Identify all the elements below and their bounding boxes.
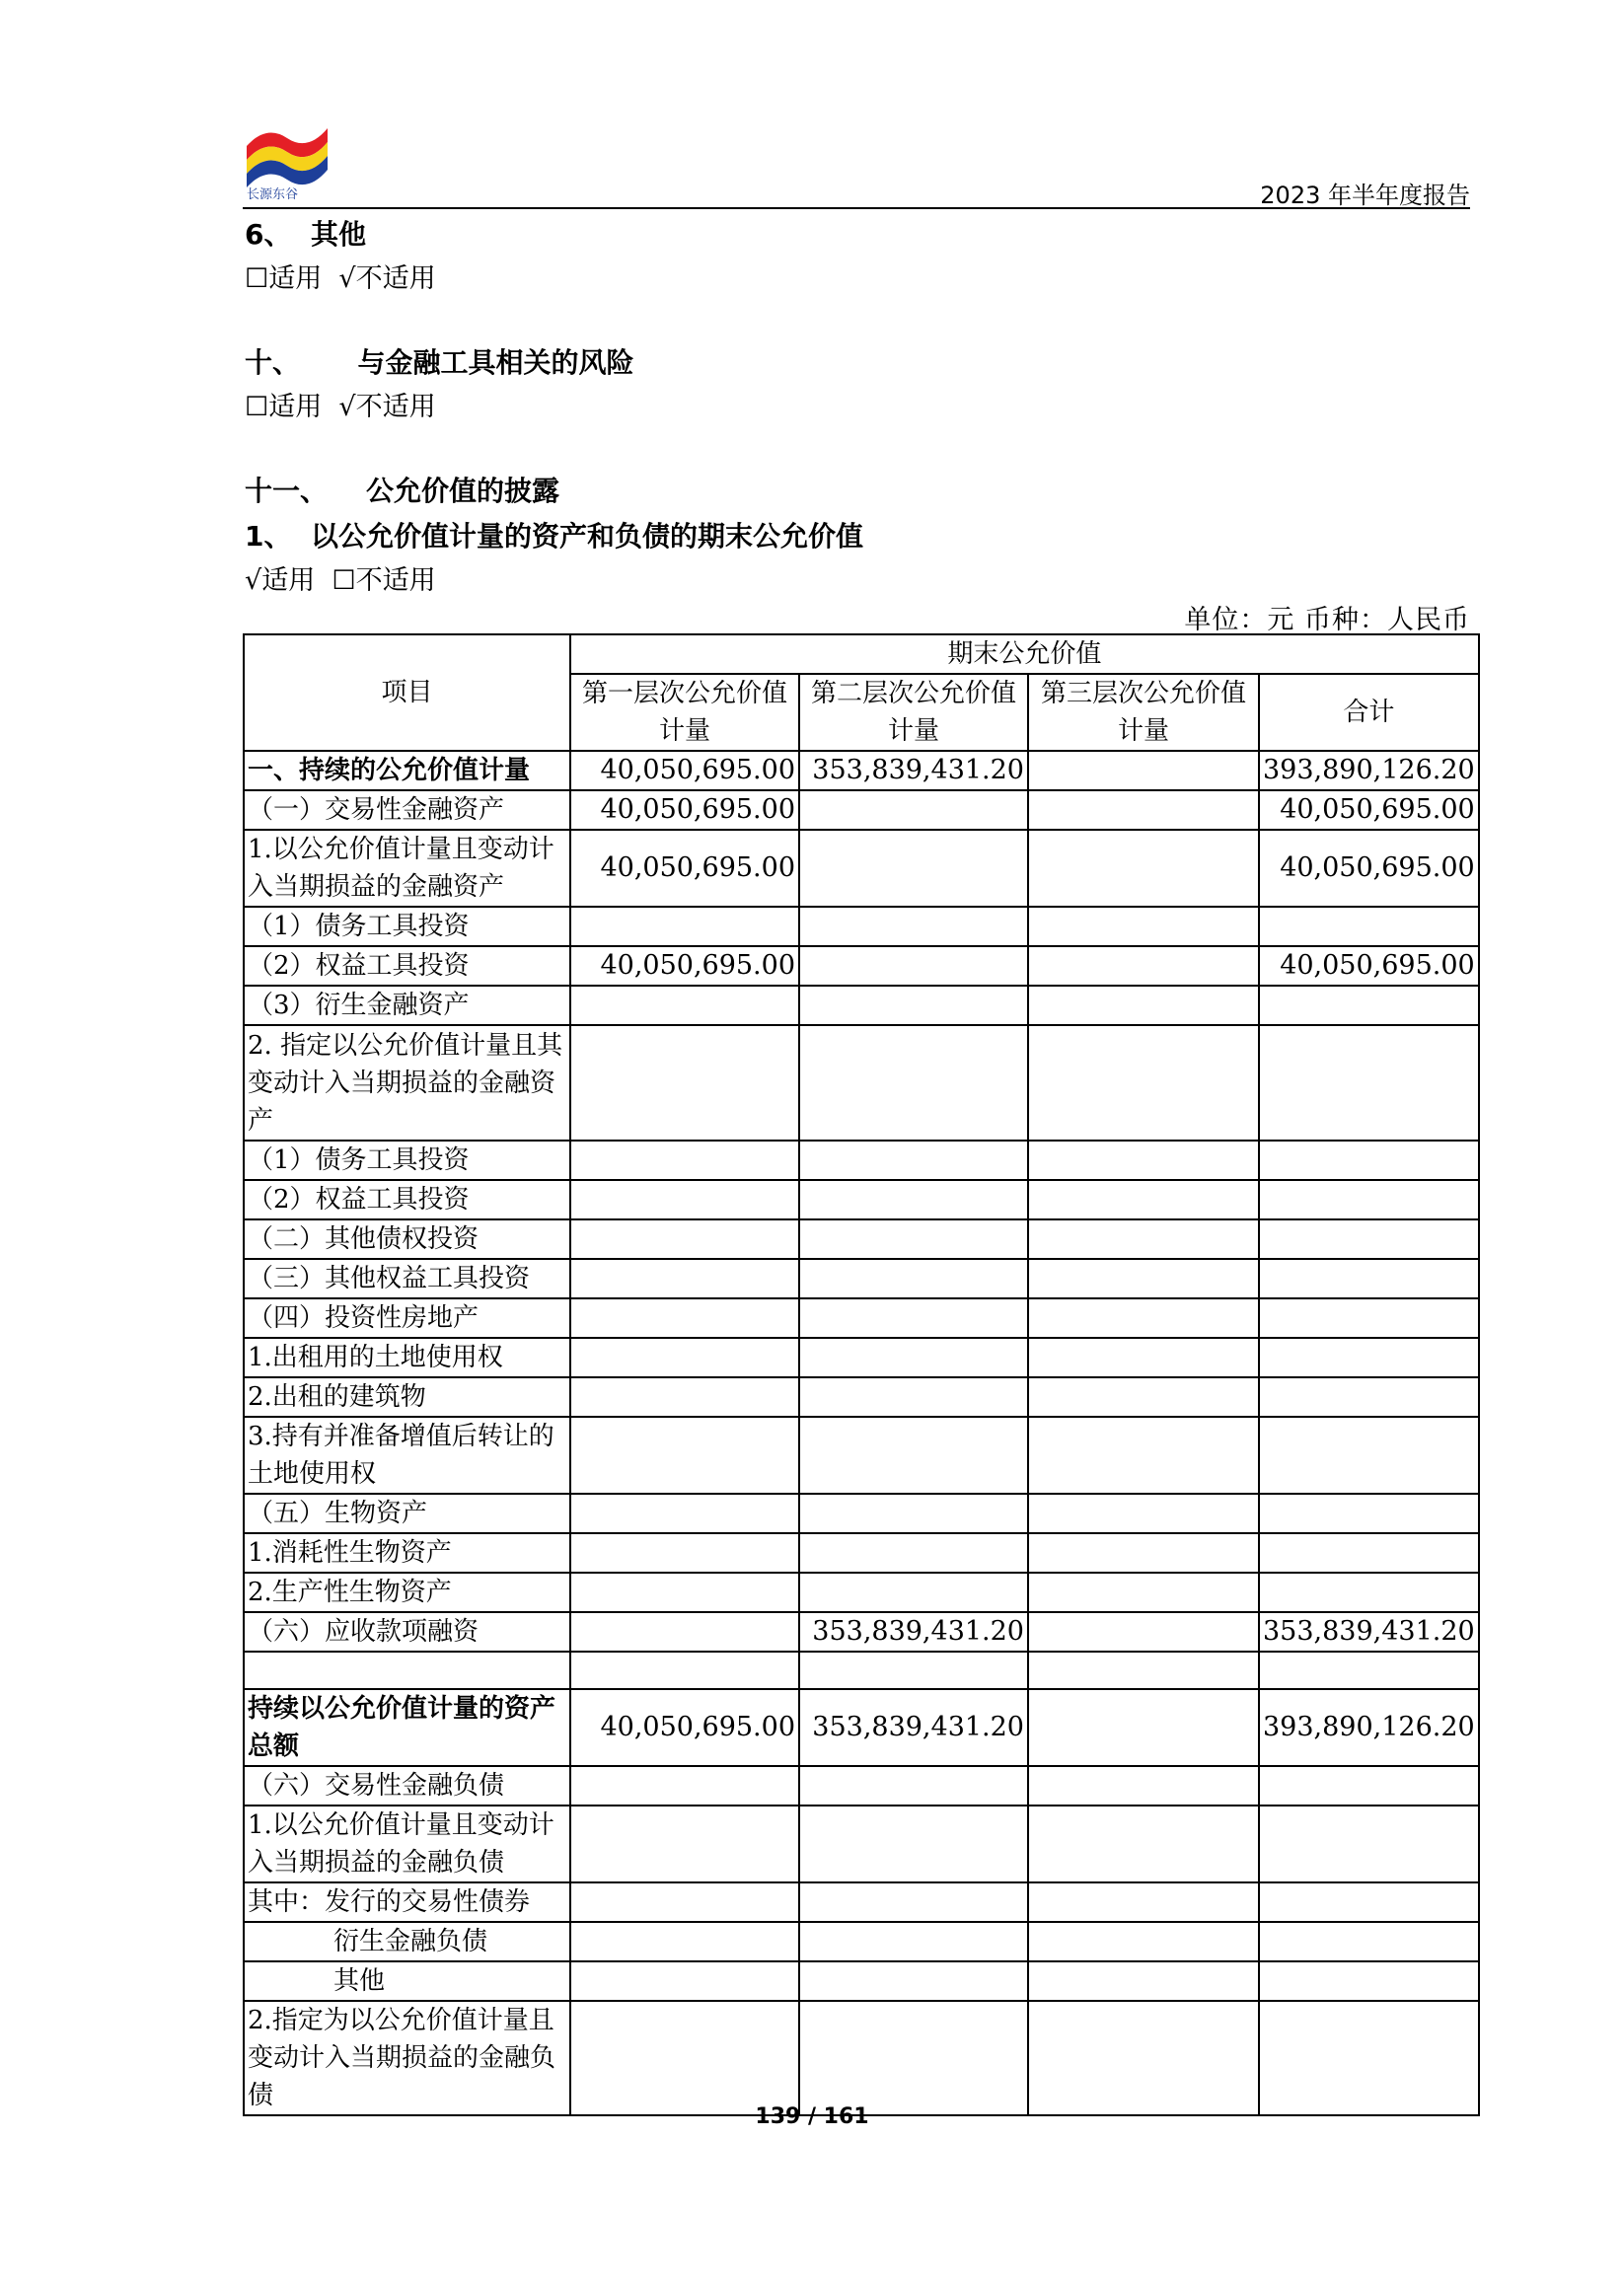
level-3-value — [1028, 1494, 1259, 1533]
row-label: 持续以公允价值计量的资产总额 — [244, 1689, 570, 1766]
level-1-value — [570, 1417, 799, 1494]
row-label: 2.生产性生物资产 — [244, 1573, 570, 1612]
level-1-value — [570, 1338, 799, 1377]
table-header-row — [244, 634, 1479, 674]
total-value — [1259, 1961, 1479, 2001]
row-label: （六）应收款项融资 — [244, 1612, 570, 1652]
table-row — [244, 907, 1479, 946]
level-2-value — [799, 1766, 1028, 1806]
section-6-options: ☐适用 √不适用 — [245, 263, 436, 294]
total-value — [1259, 1180, 1479, 1219]
level-3-value — [1028, 1259, 1259, 1298]
table-row — [244, 1961, 1479, 2001]
row-label: （1）债务工具投资 — [244, 1141, 570, 1180]
row-label: 1.以公允价值计量且变动计入当期损益的金融负债 — [244, 1806, 570, 1882]
table-row — [244, 1766, 1479, 1806]
table-row — [244, 830, 1479, 907]
level-2-value — [799, 907, 1028, 946]
svg-text:长源东谷: 长源东谷 — [247, 187, 299, 199]
level-1-value — [570, 1961, 799, 2001]
level-2-value — [799, 946, 1028, 986]
row-label: 一、持续的公允价值计量 — [244, 751, 570, 790]
table-row — [244, 1652, 1479, 1689]
level-1-value — [570, 1652, 799, 1689]
table-row — [244, 1922, 1479, 1961]
total-value: 393,890,126.20 — [1259, 1689, 1479, 1766]
level-3-value — [1028, 946, 1259, 986]
level-3-value — [1028, 830, 1259, 907]
level-3-value — [1028, 2001, 1259, 2115]
total-value — [1259, 1338, 1479, 1377]
row-label: （四）投资性房地产 — [244, 1298, 570, 1338]
level-3-value — [1028, 1652, 1259, 1689]
row-label: （一）交易性金融资产 — [244, 790, 570, 830]
section-6-title: 6、 其他 — [245, 218, 366, 251]
row-label: 3.持有并准备增值后转让的土地使用权 — [244, 1417, 570, 1494]
section-10-options: ☐适用 √不适用 — [245, 392, 436, 422]
table-row — [244, 1180, 1479, 1219]
level-2-value — [799, 1259, 1028, 1298]
total-value — [1259, 1766, 1479, 1806]
fair-value-table — [243, 633, 1480, 2116]
row-label: 2.指定为以公允价值计量且变动计入当期损益的金融负债 — [244, 2001, 570, 2115]
table-row — [244, 1141, 1479, 1180]
level-3-value — [1028, 1338, 1259, 1377]
level-3-value — [1028, 1298, 1259, 1338]
row-label: 1.以公允价值计量且变动计入当期损益的金融资产 — [244, 830, 570, 907]
table-row — [244, 946, 1479, 986]
level-1-value — [570, 1298, 799, 1338]
row-label: 2. 指定以公允价值计量且其变动计入当期损益的金融资产 — [244, 1025, 570, 1141]
header-level-2: 第二层次公允价值计量 — [799, 674, 1028, 751]
row-label — [244, 1652, 570, 1689]
level-2-value — [799, 1652, 1028, 1689]
total-value — [1259, 1494, 1479, 1533]
level-2-value — [799, 1338, 1028, 1377]
table-row — [244, 1259, 1479, 1298]
table-row — [244, 1806, 1479, 1882]
unit-currency-note: 单位：元 币种：人民币 — [1184, 605, 1470, 635]
level-1-value — [570, 1882, 799, 1922]
row-label: （五）生物资产 — [244, 1494, 570, 1533]
level-2-value — [799, 1298, 1028, 1338]
level-2-value — [799, 1961, 1028, 2001]
total-value: 40,050,695.00 — [1259, 946, 1479, 986]
level-2-value — [799, 1417, 1028, 1494]
section-11-options: √适用 ☐不适用 — [245, 565, 436, 596]
level-1-value — [570, 986, 799, 1025]
total-value — [1259, 1025, 1479, 1141]
level-3-value — [1028, 907, 1259, 946]
section-11-title: 十一、 公允价值的披露 — [245, 475, 559, 507]
total-value — [1259, 1259, 1479, 1298]
total-value — [1259, 1417, 1479, 1494]
level-3-value — [1028, 1689, 1259, 1766]
row-label: （1）债务工具投资 — [244, 907, 570, 946]
header-level-3: 第三层次公允价值计量 — [1028, 674, 1259, 751]
level-1-value — [570, 907, 799, 946]
level-1-value — [570, 1533, 799, 1573]
report-title: 2023 年半年度报告 — [1260, 182, 1470, 209]
total-value — [1259, 1533, 1479, 1573]
level-1-value: 40,050,695.00 — [570, 1689, 799, 1766]
table-row — [244, 1377, 1479, 1417]
level-2-value — [799, 1494, 1028, 1533]
table-row — [244, 1573, 1479, 1612]
level-3-value — [1028, 1219, 1259, 1259]
table-row — [244, 1882, 1479, 1922]
table-row — [244, 1219, 1479, 1259]
level-2-value — [799, 1377, 1028, 1417]
total-value — [1259, 1377, 1479, 1417]
total-value — [1259, 1806, 1479, 1882]
header-item: 项目 — [244, 634, 570, 751]
level-2-value — [799, 1573, 1028, 1612]
row-label: 1.出租用的土地使用权 — [244, 1338, 570, 1377]
level-1-value — [570, 1180, 799, 1219]
total-value — [1259, 1882, 1479, 1922]
level-3-value — [1028, 1377, 1259, 1417]
total-value — [1259, 907, 1479, 946]
table-row — [244, 1533, 1479, 1573]
row-label: 2.出租的建筑物 — [244, 1377, 570, 1417]
row-label: （三）其他权益工具投资 — [244, 1259, 570, 1298]
header-level-1: 第一层次公允价值计量 — [570, 674, 799, 751]
level-1-value — [570, 1494, 799, 1533]
row-label: （2）权益工具投资 — [244, 1180, 570, 1219]
level-1-value — [570, 1806, 799, 1882]
level-3-value — [1028, 1417, 1259, 1494]
level-1-value — [570, 1377, 799, 1417]
level-3-value — [1028, 1961, 1259, 2001]
header-period-end-fair-value: 期末公允价值 — [570, 634, 1479, 674]
level-1-value — [570, 1922, 799, 1961]
total-value — [1259, 2001, 1479, 2115]
level-1-value: 40,050,695.00 — [570, 830, 799, 907]
table-row — [244, 1417, 1479, 1494]
level-3-value — [1028, 1141, 1259, 1180]
total-value — [1259, 1219, 1479, 1259]
level-2-value — [799, 1806, 1028, 1882]
total-value — [1259, 1141, 1479, 1180]
level-2-value — [799, 986, 1028, 1025]
level-1-value — [570, 1141, 799, 1180]
level-2-value — [799, 1025, 1028, 1141]
level-2-value: 353,839,431.20 — [799, 751, 1028, 790]
total-value: 40,050,695.00 — [1259, 790, 1479, 830]
level-1-value — [570, 1025, 799, 1141]
level-3-value — [1028, 1882, 1259, 1922]
level-2-value — [799, 1141, 1028, 1180]
section-11-subtitle: 1、 以公允价值计量的资产和负债的期末公允价值 — [245, 520, 863, 553]
table-row — [244, 986, 1479, 1025]
table-row — [244, 1025, 1479, 1141]
row-label: （2）权益工具投资 — [244, 946, 570, 986]
level-1-value — [570, 1219, 799, 1259]
level-3-value — [1028, 1573, 1259, 1612]
level-2-value — [799, 1180, 1028, 1219]
company-logo — [245, 116, 330, 199]
header-total: 合计 — [1259, 674, 1479, 751]
level-2-value — [799, 790, 1028, 830]
table-row — [244, 751, 1479, 790]
row-label: 其中：发行的交易性债券 — [244, 1882, 570, 1922]
level-3-value — [1028, 1766, 1259, 1806]
header-divider — [243, 207, 1470, 209]
total-value — [1259, 1922, 1479, 1961]
row-label: 衍生金融负债 — [244, 1922, 570, 1961]
table-row — [244, 1338, 1479, 1377]
level-2-value — [799, 2001, 1028, 2115]
row-label: （3）衍生金融资产 — [244, 986, 570, 1025]
total-value: 40,050,695.00 — [1259, 830, 1479, 907]
total-value — [1259, 1573, 1479, 1612]
level-1-value — [570, 2001, 799, 2115]
level-3-value — [1028, 1180, 1259, 1219]
total-value — [1259, 1298, 1479, 1338]
level-1-value: 40,050,695.00 — [570, 751, 799, 790]
table-row — [244, 1298, 1479, 1338]
total-value — [1259, 986, 1479, 1025]
level-3-value — [1028, 751, 1259, 790]
level-2-value — [799, 1922, 1028, 1961]
level-2-value — [799, 1219, 1028, 1259]
total-value: 353,839,431.20 — [1259, 1612, 1479, 1652]
level-1-value — [570, 1259, 799, 1298]
table-row — [244, 2001, 1479, 2115]
level-1-value: 40,050,695.00 — [570, 790, 799, 830]
row-label: 1.消耗性生物资产 — [244, 1533, 570, 1573]
level-2-value — [799, 1882, 1028, 1922]
level-3-value — [1028, 986, 1259, 1025]
total-value: 393,890,126.20 — [1259, 751, 1479, 790]
table-row — [244, 790, 1479, 830]
table-row — [244, 1689, 1479, 1766]
table-row — [244, 1612, 1479, 1652]
table-row — [244, 1494, 1479, 1533]
level-1-value — [570, 1573, 799, 1612]
row-label: 其他 — [244, 1961, 570, 2001]
level-1-value — [570, 1766, 799, 1806]
level-3-value — [1028, 1612, 1259, 1652]
level-1-value — [570, 1612, 799, 1652]
level-2-value: 353,839,431.20 — [799, 1612, 1028, 1652]
level-3-value — [1028, 1922, 1259, 1961]
total-value — [1259, 1652, 1479, 1689]
level-3-value — [1028, 790, 1259, 830]
level-2-value: 353,839,431.20 — [799, 1689, 1028, 1766]
level-3-value — [1028, 1533, 1259, 1573]
row-label: （六）交易性金融负债 — [244, 1766, 570, 1806]
level-3-value — [1028, 1025, 1259, 1141]
level-2-value — [799, 1533, 1028, 1573]
level-2-value — [799, 830, 1028, 907]
section-10-title: 十、 与金融工具相关的风险 — [245, 346, 634, 379]
row-label: （二）其他债权投资 — [244, 1219, 570, 1259]
page-number: 139 / 161 — [755, 2104, 869, 2129]
level-3-value — [1028, 1806, 1259, 1882]
level-1-value: 40,050,695.00 — [570, 946, 799, 986]
